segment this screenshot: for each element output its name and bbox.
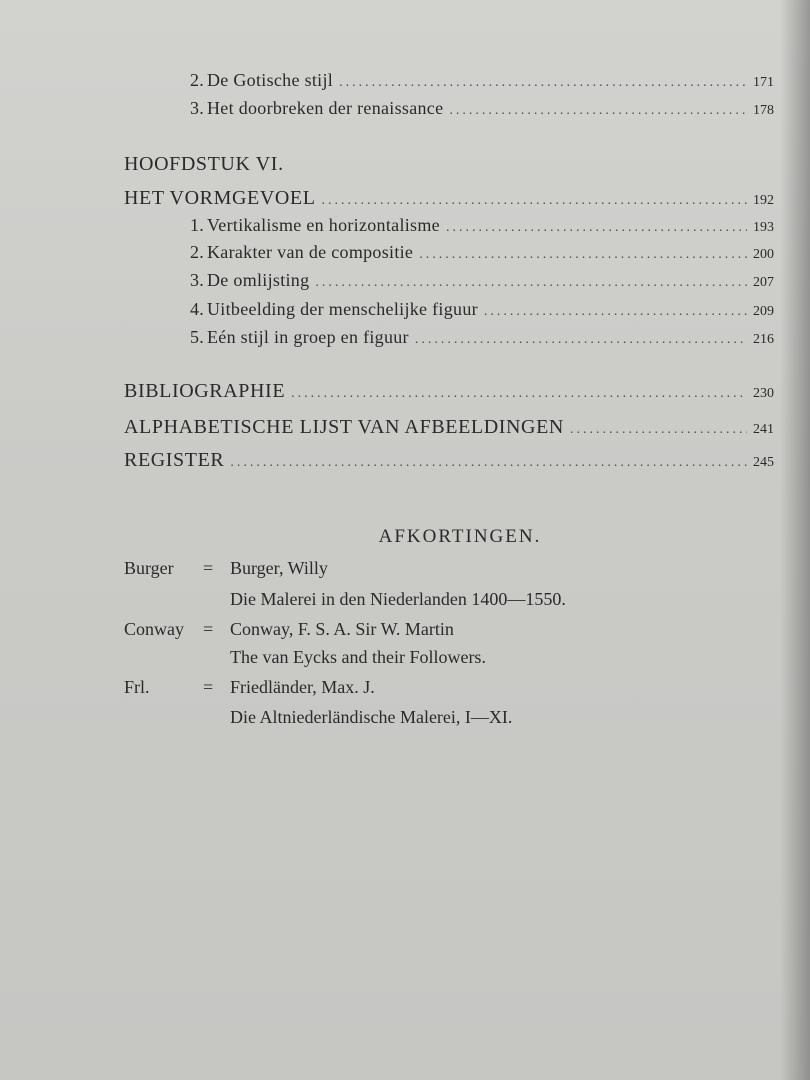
toc-entry-page: 209 <box>753 304 774 319</box>
toc-entry-title: Eén stijl in groep en figuur <box>207 327 409 347</box>
toc-entry <box>124 380 774 403</box>
toc-entry-title: Uitbeelding der menschelijke figuur <box>207 299 478 319</box>
toc-entry-number: 4. <box>190 299 205 319</box>
leader-dots <box>415 332 747 348</box>
leader-dots <box>315 275 747 291</box>
toc-entry-number: 3. <box>190 98 205 118</box>
toc-entry-page: 193 <box>753 220 774 235</box>
toc-entry-number: 2. <box>190 70 205 90</box>
abbreviation-author: Conway, F. S. A. Sir W. Martin <box>230 619 454 639</box>
toc-entry <box>190 299 774 320</box>
toc-entry <box>190 270 774 291</box>
toc-entry-number: 1. <box>190 215 205 235</box>
leader-dots <box>339 75 747 91</box>
toc-entry-page: 207 <box>753 275 774 290</box>
toc-entry <box>190 70 774 91</box>
chapter-title: HET VORMGEVOEL <box>124 187 316 209</box>
toc-entry-page: 178 <box>753 103 774 118</box>
toc-entry-page: 216 <box>753 332 774 347</box>
abbreviation-key: Frl. <box>124 677 150 697</box>
toc-entry <box>190 98 774 119</box>
toc-entry-page: 171 <box>753 75 774 90</box>
leader-dots <box>230 455 747 471</box>
toc-entry-page: 200 <box>753 247 774 262</box>
leader-dots <box>570 422 747 438</box>
toc-entry-number: 5. <box>190 327 205 347</box>
leader-dots <box>449 103 747 119</box>
toc-entry-title: BIBLIOGRAPHIE <box>124 380 286 402</box>
toc-entry-title: De Gotische stijl <box>207 70 334 90</box>
abbreviation-author: Burger, Willy <box>230 558 328 578</box>
leader-dots <box>446 220 747 236</box>
toc-entry <box>190 327 774 348</box>
leader-dots <box>291 386 747 402</box>
toc-entry <box>190 242 774 263</box>
toc-entry-title: REGISTER <box>124 449 225 471</box>
abbreviations-title: AFKORTINGEN. <box>378 526 542 547</box>
toc-entry <box>124 449 774 472</box>
toc-entry-title: ALPHABETISCHE LIJST VAN AFBEELDINGEN <box>124 416 564 438</box>
leader-dots <box>322 193 747 209</box>
toc-entry <box>124 416 774 439</box>
abbreviation-key: Conway <box>124 619 184 639</box>
toc-entry-page: 192 <box>753 193 774 208</box>
abbreviation-key: Burger <box>124 558 174 578</box>
abbreviation-equals: = <box>203 619 214 639</box>
abbreviation-author: Friedländer, Max. J. <box>230 677 375 697</box>
abbreviation-equals: = <box>203 677 214 697</box>
toc-entry-page: 245 <box>753 455 774 470</box>
abbreviation-work: The van Eycks and their Followers. <box>230 647 486 667</box>
abbreviation-work: Die Altniederländische Malerei, I—XI. <box>230 707 513 727</box>
toc-entry-number: 3. <box>190 270 205 290</box>
toc-entry-title: Vertikalisme en horizontalisme <box>207 215 440 235</box>
abbreviation-work: Die Malerei in den Niederlanden 1400—1550. <box>230 589 566 609</box>
chapter-title-entry <box>124 187 774 210</box>
leader-dots <box>419 247 747 263</box>
abbreviation-equals: = <box>203 558 214 578</box>
chapter-heading: HOOFDSTUK VI. <box>124 153 284 175</box>
toc-entry-title: Het doorbreken der renaissance <box>207 98 444 118</box>
toc-entry-title: Karakter van de compositie <box>207 242 414 262</box>
toc-entry-number: 2. <box>190 242 205 262</box>
leader-dots <box>484 304 747 320</box>
toc-entry-title: De omlijsting <box>207 270 310 290</box>
toc-entry <box>190 215 774 236</box>
toc-entry-page: 230 <box>753 386 774 401</box>
toc-entry-page: 241 <box>753 422 774 437</box>
